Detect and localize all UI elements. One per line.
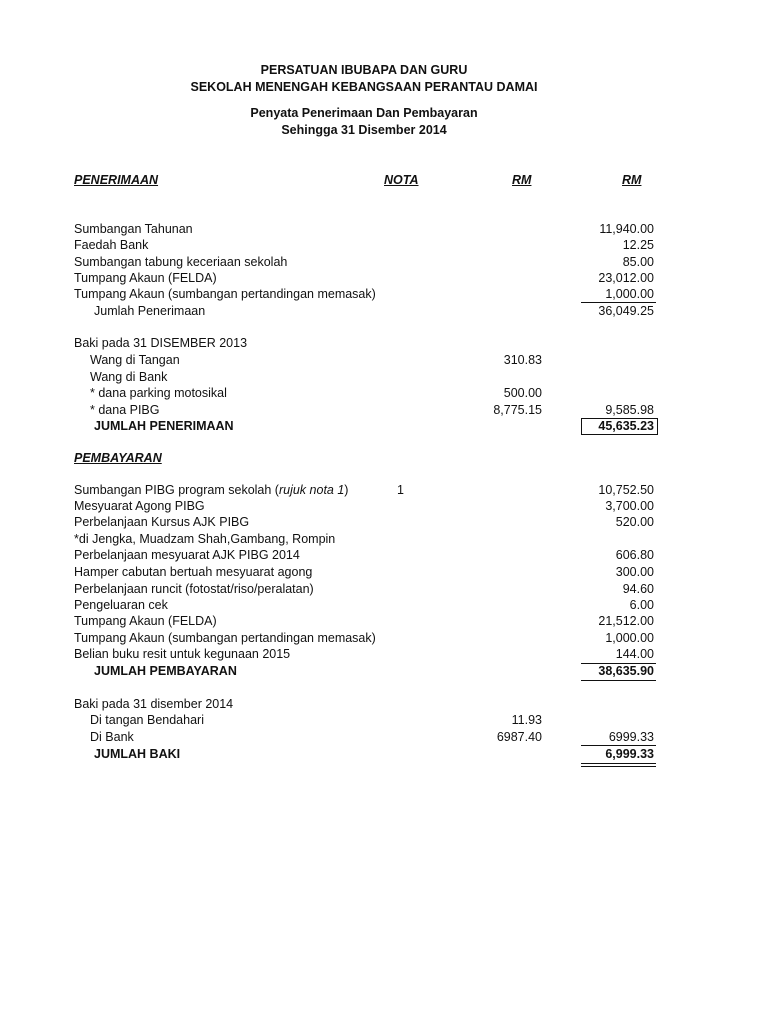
receipt-row [0, 286, 768, 302]
opening-cash-label: Wang di Tangan [90, 353, 180, 367]
receipt-amount: 12.25 [622, 238, 654, 252]
grand-total-receipts-row [0, 418, 768, 434]
closing-total-row [0, 746, 768, 762]
payment-nota: 1 [397, 483, 404, 497]
closing-treasurer-label: Di tangan Bendahari [90, 713, 204, 727]
closing-balance-title: Baki pada 31 disember 2014 [74, 697, 234, 711]
opening-balance-total: 9,585.98 [605, 403, 654, 417]
payment-amount: 1,000.00 [605, 631, 654, 645]
closing-treasurer-row [0, 712, 768, 728]
grand-total-receipts-amount: 45,635.23 [598, 419, 654, 433]
closing-total-double-rule-2 [581, 766, 656, 767]
payment-amount: 3,700.00 [605, 499, 654, 513]
payment-label: *di Jengka, Muadzam Shah,Gambang, Rompin [74, 532, 336, 546]
receipt-label: Tumpang Akaun (sumbangan pertandingan memasak) [74, 287, 376, 301]
receipt-amount: 1,000.00 [605, 287, 654, 301]
payment-amount: 606.80 [615, 548, 654, 562]
receipt-label: Tumpang Akaun (FELDA) [74, 271, 217, 285]
opening-pibg-label: * dana PIBG [90, 403, 160, 417]
section-heading-payments: PEMBAYARAN [74, 451, 162, 465]
opening-pibg-row [0, 402, 768, 418]
payment-row [0, 597, 768, 613]
payment-amount: 21,512.00 [598, 614, 654, 628]
closing-balance-title-row [0, 696, 768, 712]
grand-total-receipts-label: JUMLAH PENERIMAAN [94, 419, 234, 433]
payment-amount: 94.60 [622, 582, 654, 596]
closing-total-amount: 6,999.33 [605, 747, 654, 761]
receipt-row [0, 270, 768, 286]
closing-treasurer-amount: 11.93 [511, 713, 542, 727]
section-heading-receipts: PENERIMAAN [74, 173, 159, 187]
payment-row [0, 531, 768, 547]
payments-heading-row [0, 450, 768, 466]
column-heading-rm2: RM [622, 173, 642, 187]
opening-bank-row [0, 369, 768, 385]
closing-total-label: JUMLAH BAKI [94, 747, 181, 761]
opening-bank-label: Wang di Bank [90, 370, 168, 384]
closing-bank-label: Di Bank [90, 730, 134, 744]
payment-label: Perbelanjaan Kursus AJK PIBG [74, 515, 250, 529]
payments-total-row [0, 663, 768, 679]
payment-label: Pengeluaran cek [74, 598, 168, 612]
payment-row [0, 646, 768, 662]
opening-balance-title: Baki pada 31 DISEMBER 2013 [74, 336, 248, 350]
payment-row [0, 514, 768, 530]
payment-label: Hamper cabutan bertuah mesyuarat agong [74, 565, 313, 579]
payment-row [0, 482, 768, 498]
receipt-row [0, 221, 768, 237]
payment-row [0, 547, 768, 563]
payment-label: Perbelanjaan runcit (fotostat/riso/peralatan) [74, 582, 314, 596]
receipt-row [0, 254, 768, 270]
payment-row [0, 498, 768, 514]
column-heading-rm1: RM [512, 173, 532, 187]
payment-amount: 520.00 [615, 515, 654, 529]
payment-row [0, 564, 768, 580]
opening-pibg-amount: 8,775.15 [493, 403, 542, 417]
opening-parking-amount: 500.00 [503, 386, 542, 400]
receipts-subtotal-label: Jumlah Penerimaan [94, 304, 206, 318]
payment-row [0, 613, 768, 629]
statement-title: Penyata Penerimaan Dan Pembayaran [250, 106, 478, 120]
receipt-row [0, 237, 768, 253]
payment-label: Perbelanjaan mesyuarat AJK PIBG 2014 [74, 548, 300, 562]
closing-bank-total: 6999.33 [608, 730, 654, 744]
column-header-row [0, 172, 768, 188]
payment-amount: 144.00 [615, 647, 654, 661]
receipt-amount: 11,940.00 [599, 222, 654, 236]
payment-amount: 6.00 [629, 598, 654, 612]
opening-parking-label: * dana parking motosikal [90, 386, 227, 400]
payment-amount: 300.00 [615, 565, 654, 579]
note-reference: rujuk nota 1 [278, 483, 345, 497]
org-name-line2: SEKOLAH MENENGAH KEBANGSAAN PERANTAU DAMAI [190, 80, 538, 94]
payments-total-rule-bottom [581, 680, 656, 681]
receipt-label: Sumbangan Tahunan [74, 222, 193, 236]
payment-label: Mesyuarat Agong PIBG [74, 499, 205, 513]
payments-total-label: JUMLAH PEMBAYARAN [94, 664, 237, 678]
receipts-subtotal-row [0, 303, 768, 319]
receipt-amount: 23,012.00 [598, 271, 654, 285]
column-heading-nota: NOTA [384, 173, 419, 187]
opening-parking-row [0, 385, 768, 401]
receipt-amount: 85.00 [622, 255, 654, 269]
receipt-label: Faedah Bank [74, 238, 149, 252]
statement-date: Sehingga 31 Disember 2014 [281, 123, 447, 137]
receipts-subtotal-amount: 36,049.25 [598, 304, 654, 318]
org-name-line1: PERSATUAN IBUBAPA DAN GURU [260, 63, 468, 77]
opening-cash-amount: 310.83 [503, 353, 542, 367]
payments-total-amount: 38,635.90 [598, 664, 654, 678]
payment-label: Tumpang Akaun (FELDA) [74, 614, 217, 628]
opening-balance-title-row [0, 335, 768, 351]
receipt-label: Sumbangan tabung keceriaan sekolah [74, 255, 288, 269]
payment-row [0, 581, 768, 597]
closing-bank-row [0, 729, 768, 745]
payment-amount: 10,752.50 [598, 483, 654, 497]
payment-label: Tumpang Akaun (sumbangan pertandingan memasak) [74, 631, 376, 645]
payment-label: Sumbangan PIBG program sekolah (rujuk nota 1) [74, 483, 349, 497]
payment-row [0, 630, 768, 646]
closing-bank-amount: 6987.40 [496, 730, 542, 744]
payment-label: Belian buku resit untuk kegunaan 2015 [74, 647, 291, 661]
opening-cash-row [0, 352, 768, 368]
closing-total-double-rule-1 [581, 763, 656, 764]
